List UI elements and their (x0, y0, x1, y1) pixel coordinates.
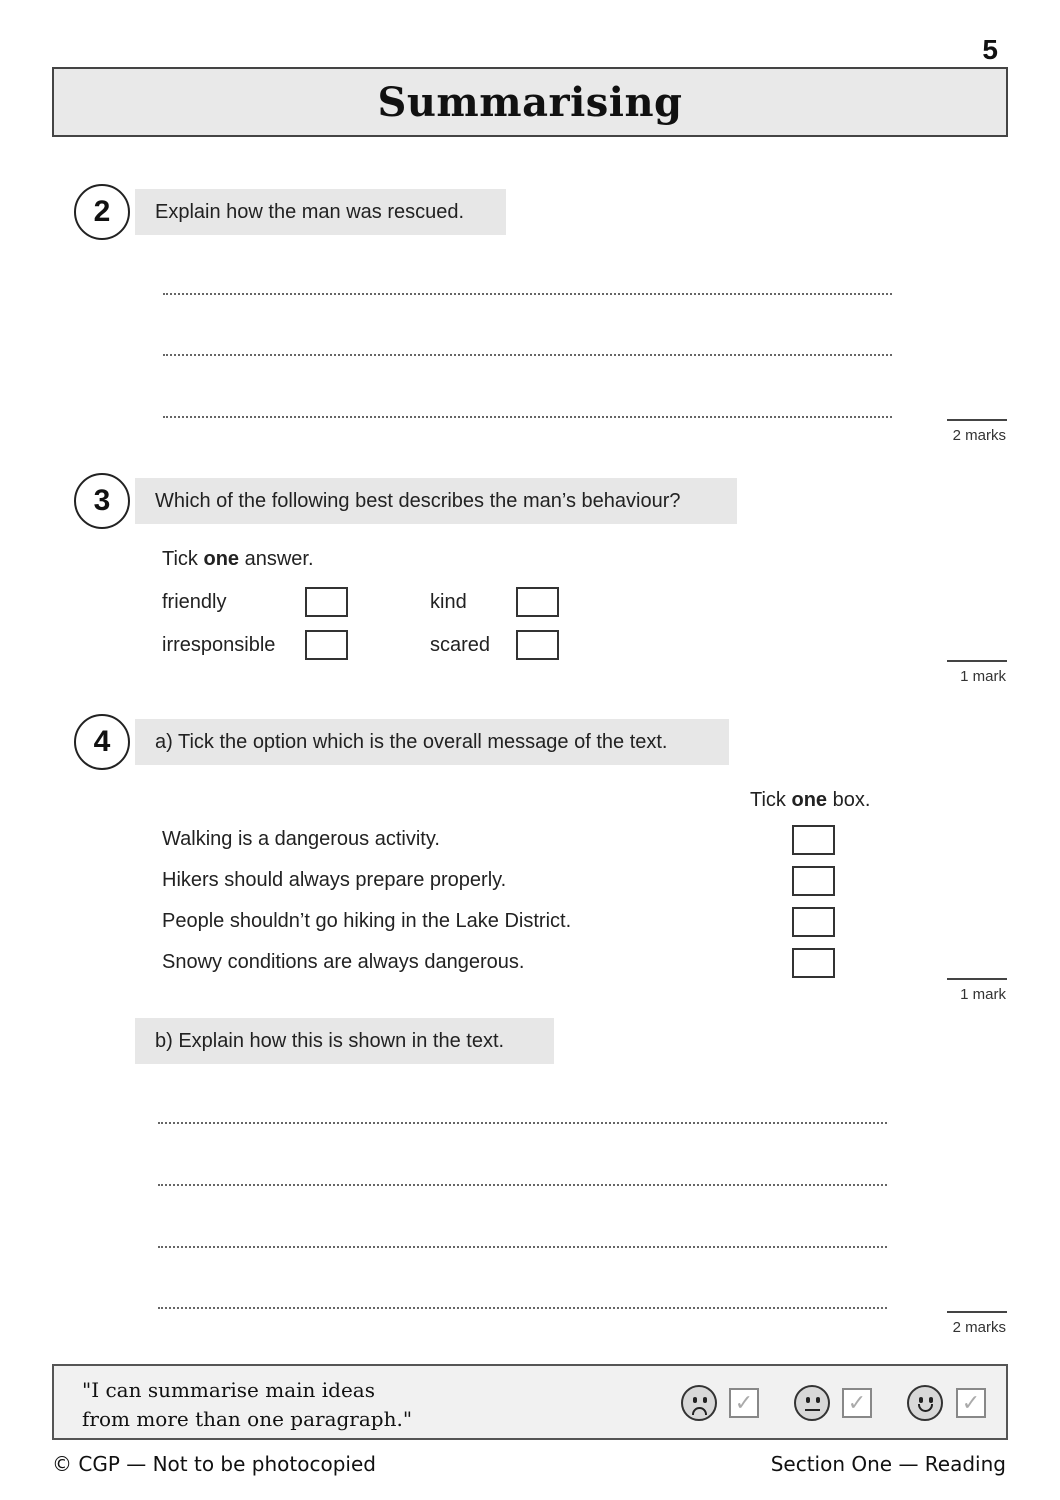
question-2-prompt: Explain how the man was rescued. (135, 189, 506, 235)
tick-instruction (162, 548, 314, 571)
option-checkbox-irresponsible[interactable] (305, 630, 348, 660)
marks-label: 1 mark (960, 986, 1006, 1003)
sad-face-icon (681, 1385, 717, 1421)
option-checkbox-friendly[interactable] (305, 587, 348, 617)
marks-line (947, 1311, 1007, 1313)
answer-line[interactable] (158, 1122, 887, 1124)
self-assessment-statement (82, 1376, 412, 1434)
option-label: People shouldn’t go hiking in the Lake District. (162, 910, 572, 932)
question-3-prompt: Which of the following best describes the man’s behaviour? (135, 478, 737, 524)
question-number-3: 3 (74, 473, 130, 529)
question-number-4: 4 (74, 714, 130, 770)
question-4a-prompt: a) Tick the option which is the overall message of the text. (135, 719, 729, 765)
neutral-face-icon (794, 1385, 830, 1421)
instruction-emphasis: one (791, 789, 828, 811)
option-checkbox[interactable] (792, 866, 835, 896)
option-checkbox-kind[interactable] (516, 587, 559, 617)
instruction-text: Tick (750, 789, 792, 811)
tick-instruction (750, 789, 870, 812)
option-label: irresponsible (162, 634, 276, 656)
self-assessment-box (52, 1364, 1008, 1440)
self-assessment-checkbox-neutral[interactable]: ✓ (842, 1388, 872, 1418)
marks-label: 1 mark (960, 668, 1006, 685)
answer-line[interactable] (158, 1246, 887, 1248)
option-label: Walking is a dangerous activity. (162, 828, 440, 850)
instruction-text: box. (827, 789, 871, 811)
answer-line[interactable] (163, 293, 892, 295)
answer-line[interactable] (163, 354, 892, 356)
self-assessment-checkbox-sad[interactable]: ✓ (729, 1388, 759, 1418)
answer-line[interactable] (158, 1307, 887, 1309)
title-bar (52, 67, 1008, 137)
answer-line[interactable] (158, 1184, 887, 1186)
statement-line: "I can summarise main ideas (82, 1378, 375, 1402)
instruction-emphasis: one (203, 548, 240, 570)
page-title: Summarising (377, 78, 683, 126)
option-label: friendly (162, 591, 227, 613)
statement-line: from more than one paragraph." (82, 1407, 413, 1431)
option-checkbox[interactable] (792, 825, 835, 855)
instruction-text: answer. (239, 548, 314, 570)
instruction-text: Tick (162, 548, 204, 570)
question-number-2: 2 (74, 184, 130, 240)
option-checkbox[interactable] (792, 907, 835, 937)
copyright-footer: © CGP — Not to be photocopied (52, 1452, 376, 1476)
marks-line (947, 660, 1007, 662)
option-label: scared (430, 634, 491, 656)
option-label: kind (430, 591, 467, 613)
option-label: Snowy conditions are always dangerous. (162, 951, 525, 973)
happy-face-icon (907, 1385, 943, 1421)
option-label: Hikers should always prepare properly. (162, 869, 507, 891)
answer-line[interactable] (163, 416, 892, 418)
marks-label: 2 marks (952, 427, 1006, 444)
marks-label: 2 marks (952, 1319, 1006, 1336)
marks-line (947, 978, 1007, 980)
question-4b-prompt: b) Explain how this is shown in the text. (135, 1018, 554, 1064)
self-assessment-checkbox-happy[interactable]: ✓ (956, 1388, 986, 1418)
option-checkbox-scared[interactable] (516, 630, 559, 660)
option-checkbox[interactable] (792, 948, 835, 978)
section-footer: Section One — Reading (770, 1452, 1006, 1476)
page-number: 5 (982, 34, 998, 65)
marks-line (947, 419, 1007, 421)
